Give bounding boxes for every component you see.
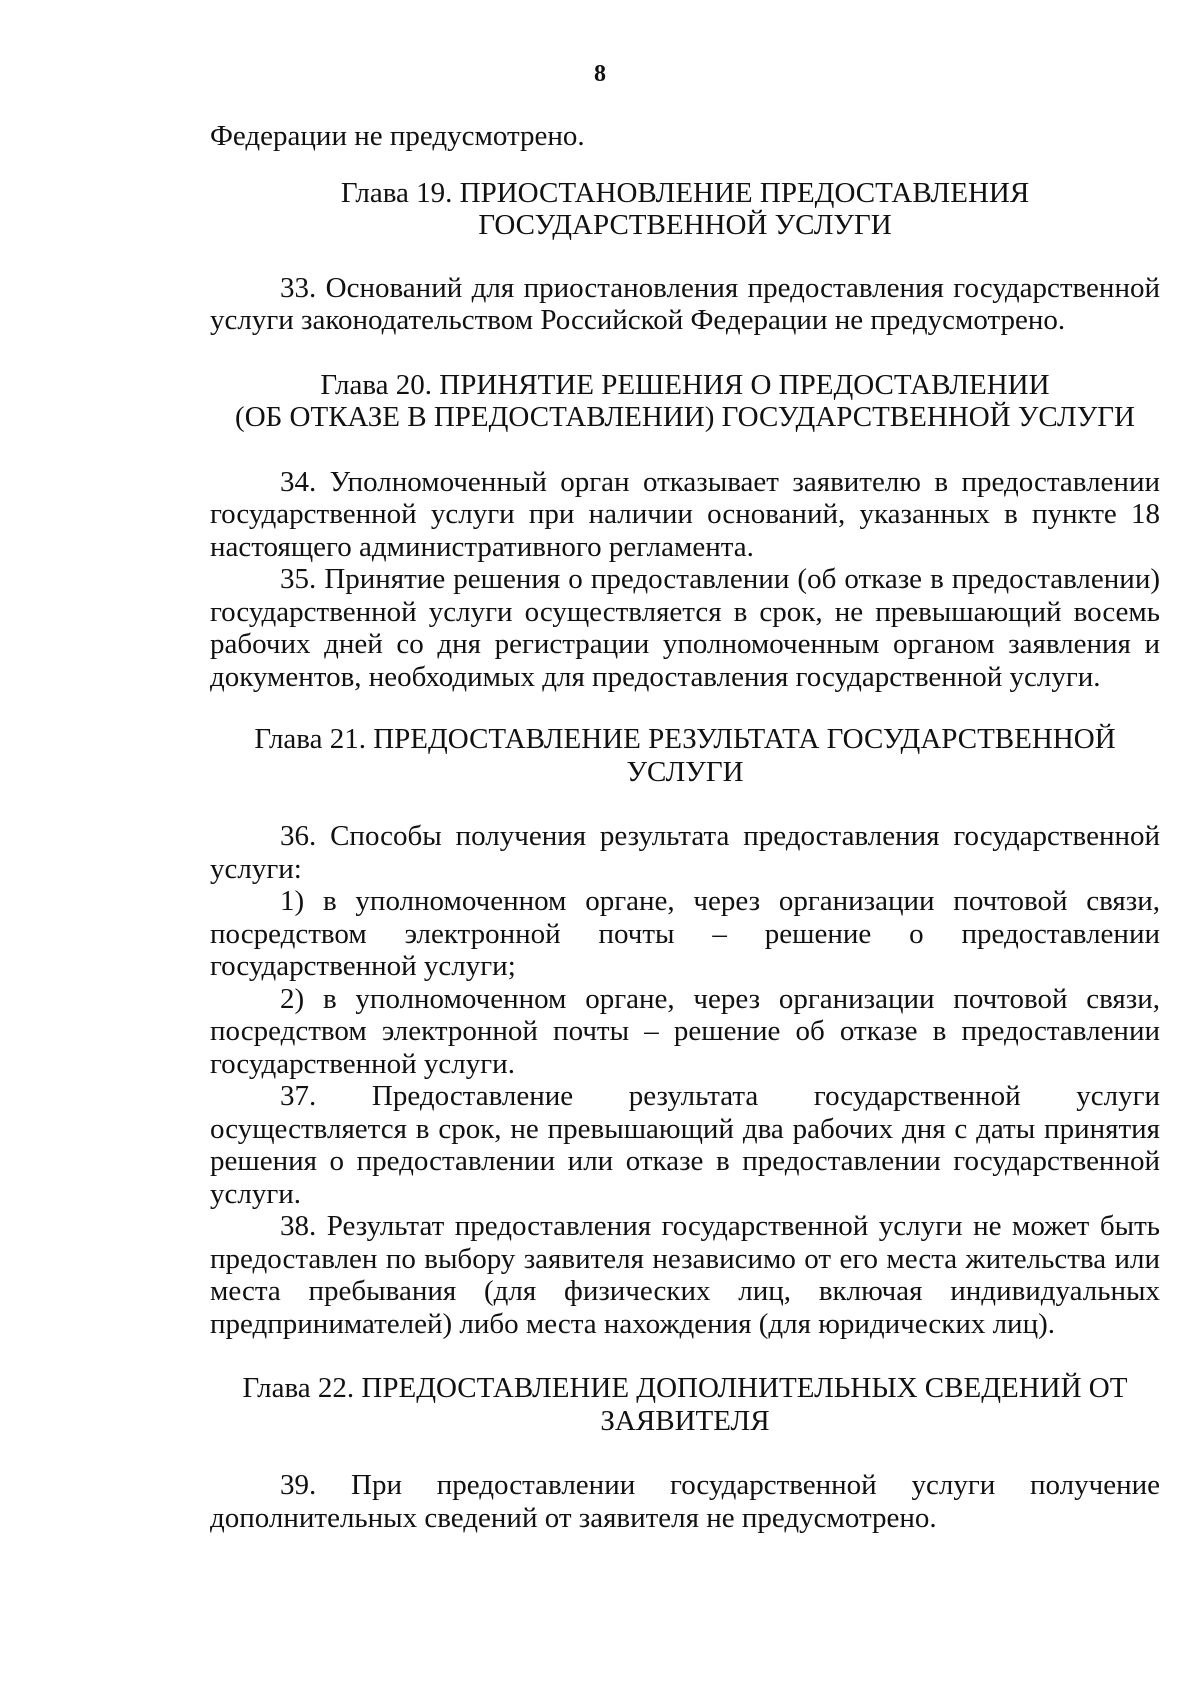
paragraph-38: 38. Результат предоставления государственной услуги не может быть предоставлен по выбору заявителя независимо от его места жительства или места пребывания (для физических лиц, включая индивидуальных предпринимателей) либо места нахождения (для юридических лиц). bbox=[210, 1210, 1160, 1340]
paragraph-36: 36. Способы получения результата предоставления государственной услуги: bbox=[210, 820, 1160, 885]
chapter-22-heading-line2: ЗАЯВИТЕЛЯ bbox=[600, 1404, 770, 1437]
paragraph-37: 37. Предоставление результата государственной услуги осуществляется в срок, не превышающий два рабочих дня с даты принятия решения о предоставлении или отказе в предоставлении государственной услуги. bbox=[210, 1080, 1160, 1210]
paragraph-36-item-2: 2) в уполномоченном органе, через организации почтовой связи, посредством электронной почты – решение об отказе в предоставлении государственной услуги. bbox=[210, 982, 1160, 1080]
chapter-20-heading-line2: (ОБ ОТКАЗЕ В ПРЕДОСТАВЛЕНИИ) ГОСУДАРСТВЕННОЙ УСЛУГИ bbox=[235, 401, 1135, 433]
chapter-19-heading-line2: ГОСУДАРСТВЕННОЙ УСЛУГИ bbox=[478, 209, 892, 241]
page-number: 8 bbox=[594, 61, 606, 87]
chapter-19-heading bbox=[210, 177, 1160, 242]
paragraph-36-item-1: 1) в уполномоченном органе, через организации почтовой связи, посредством электронной почты – решение о предоставлении государственной услуги; bbox=[210, 885, 1160, 982]
page-content bbox=[210, 120, 1160, 1534]
paragraph-34: 34. Уполномоченный орган отказывает заявителю в предоставлении государственной услуги при наличии оснований, указанных в пункте 18 настоящего административного регламента. bbox=[210, 465, 1160, 563]
chapter-22-heading-line1: Глава 22. ПРЕДОСТАВЛЕНИЕ ДОПОЛНИТЕЛЬНЫХ СВЕДЕНИЙ ОТ bbox=[242, 1372, 1128, 1404]
chapter-21-heading bbox=[210, 723, 1160, 788]
chapter-20-heading-line1: Глава 20. ПРИНЯТИЕ РЕШЕНИЯ О ПРЕДОСТАВЛЕНИИ bbox=[320, 368, 1050, 401]
chapter-20-heading bbox=[210, 369, 1160, 434]
paragraph-33: 33. Оснований для приостановления предоставления государственной услуги законодательством Российской Федерации не предусмотрено. bbox=[210, 271, 1160, 336]
chapter-19-heading-line1: Глава 19. ПРИОСТАНОВЛЕНИЕ ПРЕДОСТАВЛЕНИЯ bbox=[340, 176, 1030, 209]
chapter-21-heading-line2: УСЛУГИ bbox=[626, 755, 744, 788]
paragraph-35: 35. Принятие решения о предоставлении (об отказе в предоставлении) государственной услуги осуществляется в срок, не превышающий восемь рабочих дней со дня регистрации уполномоченным органом заявления и документов, необходимых для предоставления государственной услуги. bbox=[210, 563, 1160, 693]
chapter-21-heading-line1: Глава 21. ПРЕДОСТАВЛЕНИЕ РЕЗУЛЬТАТА ГОСУДАРСТВЕННОЙ bbox=[254, 723, 1116, 755]
paragraph-39: 39. При предоставлении государственной услуги получение дополнительных сведений от заявителя не предусмотрено. bbox=[210, 1469, 1160, 1534]
lead-text: Федерации не предусмотрено. bbox=[210, 120, 585, 152]
chapter-22-heading bbox=[210, 1372, 1160, 1437]
